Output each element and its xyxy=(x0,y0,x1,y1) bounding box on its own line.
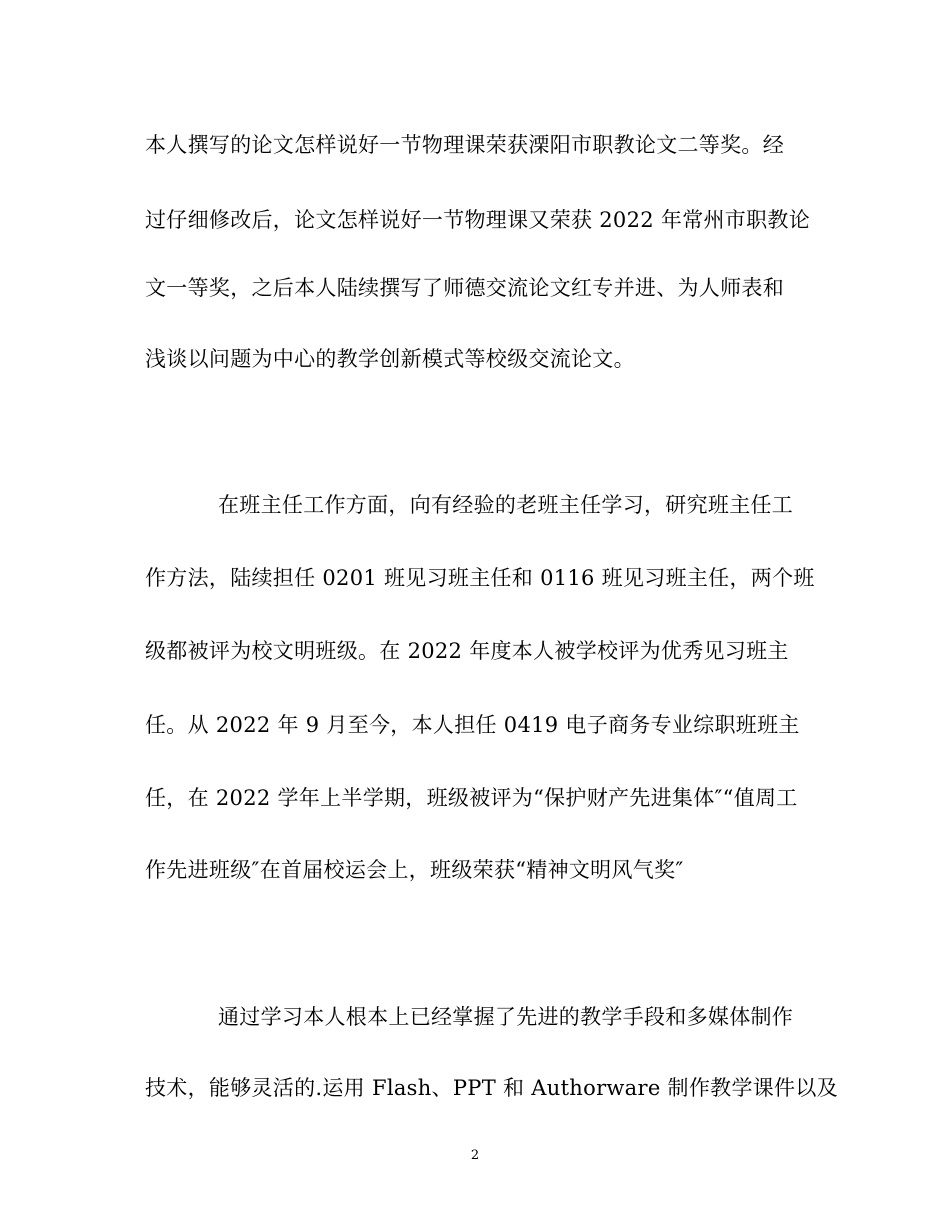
paragraph-line: 任。从 2022 年 9 月至今，本人担任 0419 电子商务专业综职班班主 xyxy=(145,713,800,737)
paragraph-line: 文一等奖，之后本人陆续撰写了师德交流论文红专并进、为人师表和 xyxy=(145,276,784,300)
page-number: 2 xyxy=(470,1148,480,1163)
paragraph-line: 作方法，陆续担任 0201 班见习班主任和 0116 班见习班主任，两个班 xyxy=(145,566,815,590)
paragraph-line: 级都被评为校文明班级。在 2022 年度本人被学校评为优秀见习班主 xyxy=(145,639,789,663)
paragraph-line: 作先进班级″在首届校运会上，班级荣获“精神文明风气奖″ xyxy=(145,858,684,882)
paragraph-line: 任，在 2022 学年上半学期，班级被评为“保护财产先进集体″“值周工 xyxy=(145,786,798,810)
paragraph-line: 本人撰写的论文怎样说好一节物理课荣获溧阳市职教论文二等奖。经 xyxy=(145,133,784,157)
paragraph-line: 技术，能够灵活的.运用 Flash、PPT 和 Authorware 制作教学课件以及 xyxy=(145,1076,838,1100)
paragraph-line: 在班主任工作方面，向有经验的老班主任学习，研究班主任工 xyxy=(218,493,794,517)
paragraph-line: 过仔细修改后，论文怎样说好一节物理课又荣获 2022 年常州市职教论 xyxy=(145,208,810,232)
paragraph-line: 通过学习本人根本上已经掌握了先进的教学手段和多媒体制作 xyxy=(218,1005,794,1029)
paragraph-line: 浅谈以问题为中心的教学创新模式等校级交流论文。 xyxy=(145,347,635,371)
